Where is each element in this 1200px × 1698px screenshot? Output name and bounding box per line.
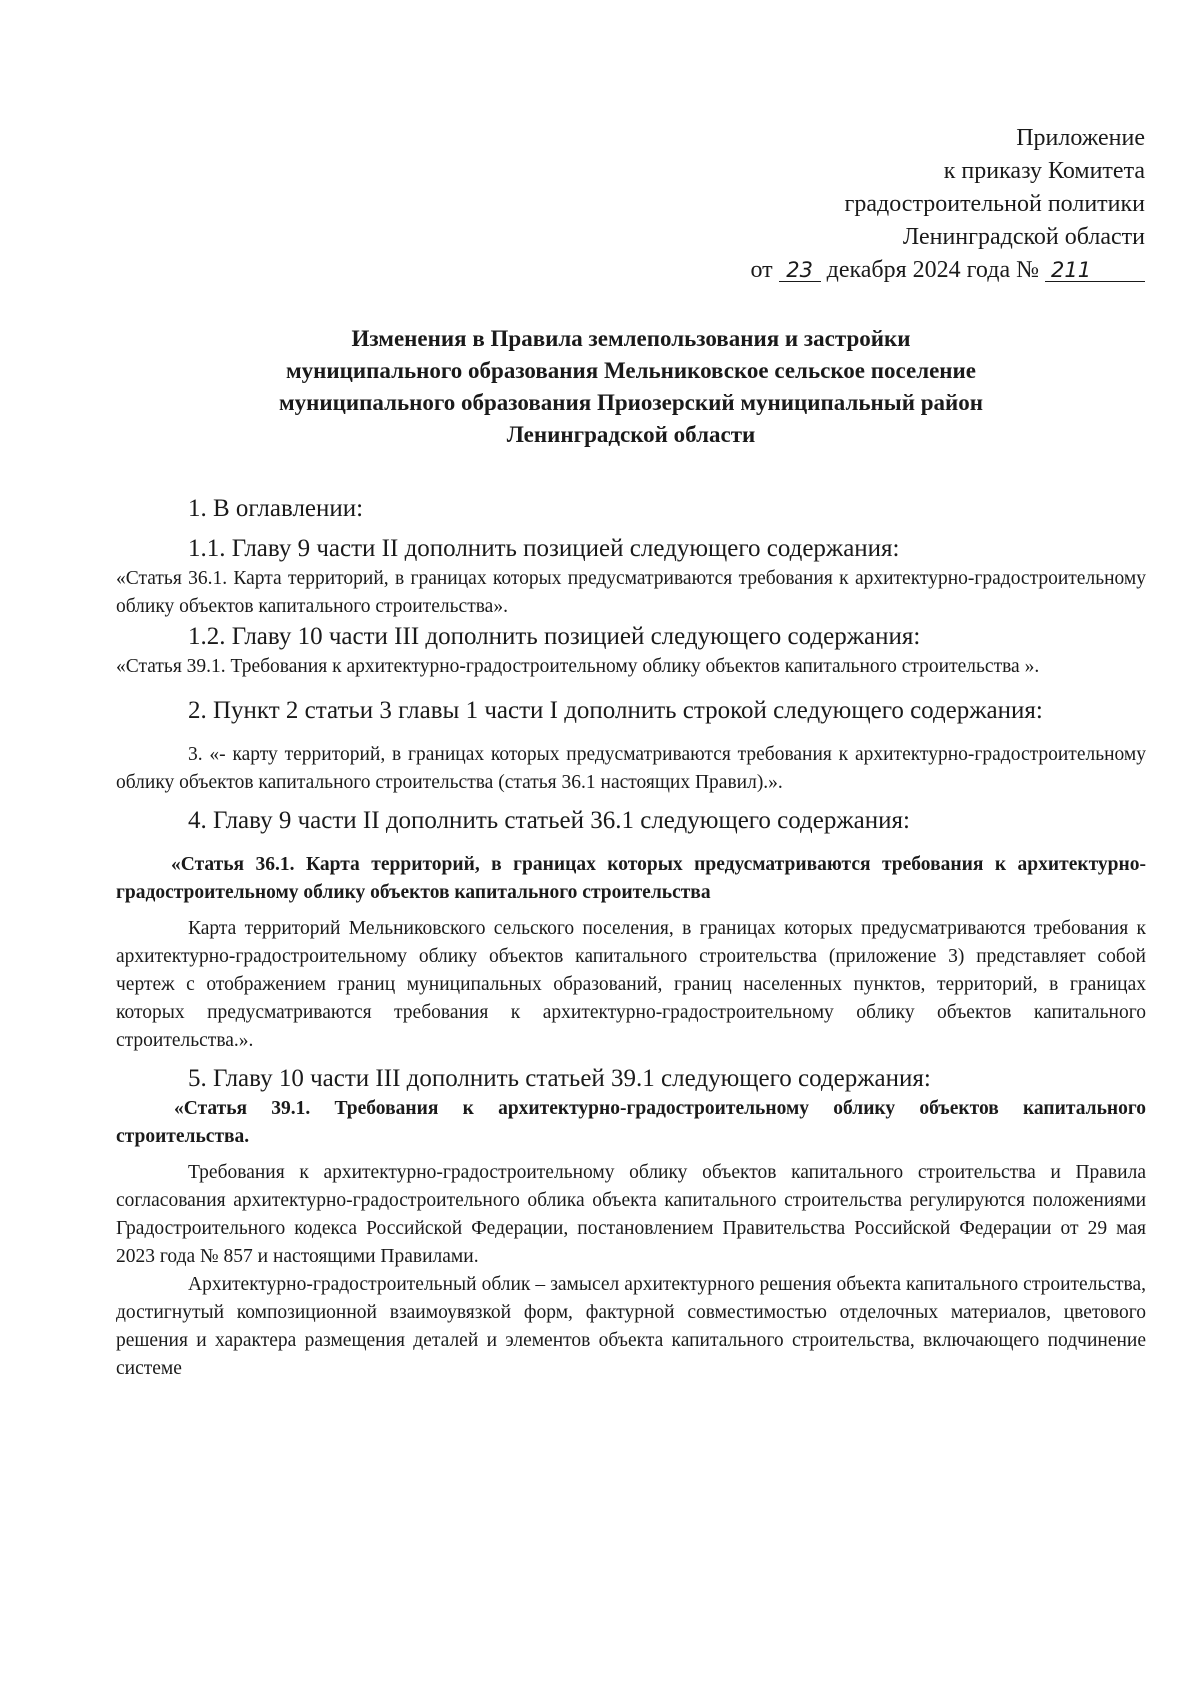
item-5: 5. Главу 10 части III дополнить статьей 39.1 следующего содержания: [188, 1065, 931, 1092]
date-middle: декабря 2024 года № [826, 257, 1039, 283]
article-39-1-text-2: Архитектурно-градостроительный облик – замысел архитектурного решения объекта капитального строительства, достигнутый композиционной взаимоувязкой форм, фактурной совместимостью отделочных материалов, цветового решения и характера размещения деталей и элементов объекта капитального строительства, включающего подчинение системе [116, 1274, 1146, 1379]
header-date-line [750, 254, 1145, 287]
article-39-1-title: «Статья 39.1. Требования к архитектурно-градостроительному облику объектов капитального строительства. [116, 1098, 1146, 1147]
item-1: 1. В оглавлении: [188, 495, 364, 522]
document-title [116, 323, 1146, 451]
document-body [116, 493, 1146, 1383]
item-1-2: 1.2. Главу 10 части III дополнить позицией следующего содержания: [188, 623, 921, 650]
item-4: 4. Главу 9 части II дополнить статьей 36.1 следующего содержания: [188, 807, 910, 834]
item-3: 3. «- карту территорий, в границах которых предусматриваются требования к архитектурно-градостроительному облику объектов капитального строительства (статья 36.1 настоящих Правил).». [116, 744, 1146, 793]
item-1-2-text: «Статья 39.1. Требования к архитектурно-градостроительному облику объектов капитального строительства ». [116, 656, 1040, 677]
title-line-2: муниципального образования Мельниковское сельское поселение [285, 358, 977, 383]
article-36-1-title: «Статья 36.1. Карта территорий, в границах которых предусматриваются требования к архитектурно-градостроительному облику объектов капитального строительства [116, 854, 1146, 903]
title-line-4: Ленинградской области [506, 422, 756, 447]
article-36-1-text: Карта территорий Мельниковского сельского поселения, в границах которых предусматриваются требования к архитектурно-градостроительному облику объектов капитального строительства (приложение 3) представляет собой чертеж с отображением границ муниципальных образований, границ населенных пунктов, территорий, в границах которых предусматриваются требования к архитектурно-градостроительному облику объектов капитального строительства.». [116, 918, 1146, 1051]
header-line-committee: градостроительной политики [844, 191, 1145, 217]
title-line-3: муниципального образования Приозерский муниципальный район [278, 390, 984, 415]
title-line-1: Изменения в Правила землепользования и застройки [351, 326, 911, 351]
appendix-header [750, 122, 1145, 287]
item-2: 2. Пункт 2 статьи 3 главы 1 части I дополнить строкой следующего содержания: [188, 697, 1043, 724]
header-line-region: Ленинградской области [902, 224, 1145, 250]
handwritten-order-number: 211 [1045, 259, 1145, 282]
date-prefix: от [750, 257, 773, 283]
handwritten-day: 23 [779, 259, 821, 282]
item-1-1: 1.1. Главу 9 части II дополнить позицией следующего содержания: [188, 535, 900, 562]
article-39-1-text-1: Требования к архитектурно-градостроительному облику объектов капитального строительства и Правила согласования архитектурно-градостроительного облика объекта капитального строительства регулируются положениями Градостроительного кодекса Российской Федерации, постановлением Правительства Российской Федерации от 29 мая 2023 года № 857 и настоящими Правилами. [116, 1162, 1146, 1267]
header-line-order: к приказу Комитета [943, 158, 1145, 184]
header-line-appendix: Приложение [1016, 125, 1145, 151]
item-1-1-text: «Статья 36.1. Карта территорий, в границах которых предусматриваются требования к архитектурно-градостроительному облику объектов капитального строительства». [116, 568, 1146, 617]
